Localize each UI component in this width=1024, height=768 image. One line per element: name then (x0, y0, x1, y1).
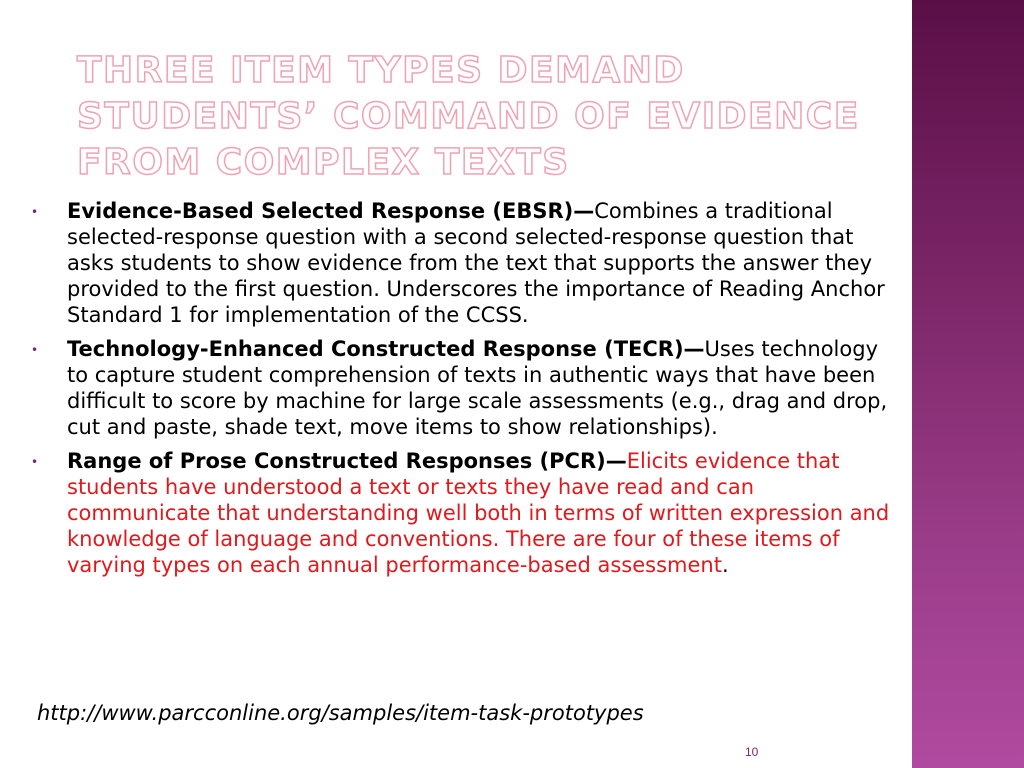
bullet-term: Range of Prose Constructed Responses (PCR) (67, 449, 606, 473)
bullet-list (30, 198, 900, 586)
bullet-item-ebsr (30, 198, 900, 328)
em-dash: — (605, 449, 627, 473)
bullet-item-tecr (30, 336, 900, 440)
bullet-dot-icon: • (31, 205, 39, 219)
bullet-dot-icon: • (31, 455, 39, 469)
page-number: 10 (745, 745, 759, 759)
em-dash: — (573, 199, 595, 223)
bullet-text: Combines a traditional selected-response question with a second selected-response question that asks students to show evidence from the text that supports the answer they provided to the first question. Underscores the importance of Reading Anchor Standard 1 for implementation of the CCSS. (67, 199, 885, 327)
bullet-dot-icon: • (31, 343, 39, 357)
bullet-term: Evidence-Based Selected Response (EBSR) (67, 199, 574, 223)
slide-title: THREE ITEM TYPES DEMAND STUDENTS’ COMMAND OF EVIDENCE FROM COMPLEX TEXTS (77, 50, 860, 183)
em-dash: — (683, 337, 705, 361)
bullet-text-tail: . (721, 553, 729, 577)
bullet-item-pcr (30, 448, 900, 578)
bullet-text: Uses technology to capture student comprehension of texts in authentic ways that have been difficult to score by machine for large scale assessments (e.g., drag and drop, cut and paste, shade text, move items to show relationships). (67, 337, 888, 439)
source-url: http://www.parcconline.org/samples/item-task-prototypes (37, 701, 644, 725)
decorative-side-band (912, 0, 1024, 768)
bullet-term: Technology-Enhanced Constructed Response (TECR) (67, 337, 684, 361)
bullet-text-highlighted: Elicits evidence that students have understood a text or texts they have read and can communicate that understanding well both in terms of written expression and knowledge of language and conventions. There are four of these items of varying types on each annual performance-based assessment (67, 449, 890, 577)
